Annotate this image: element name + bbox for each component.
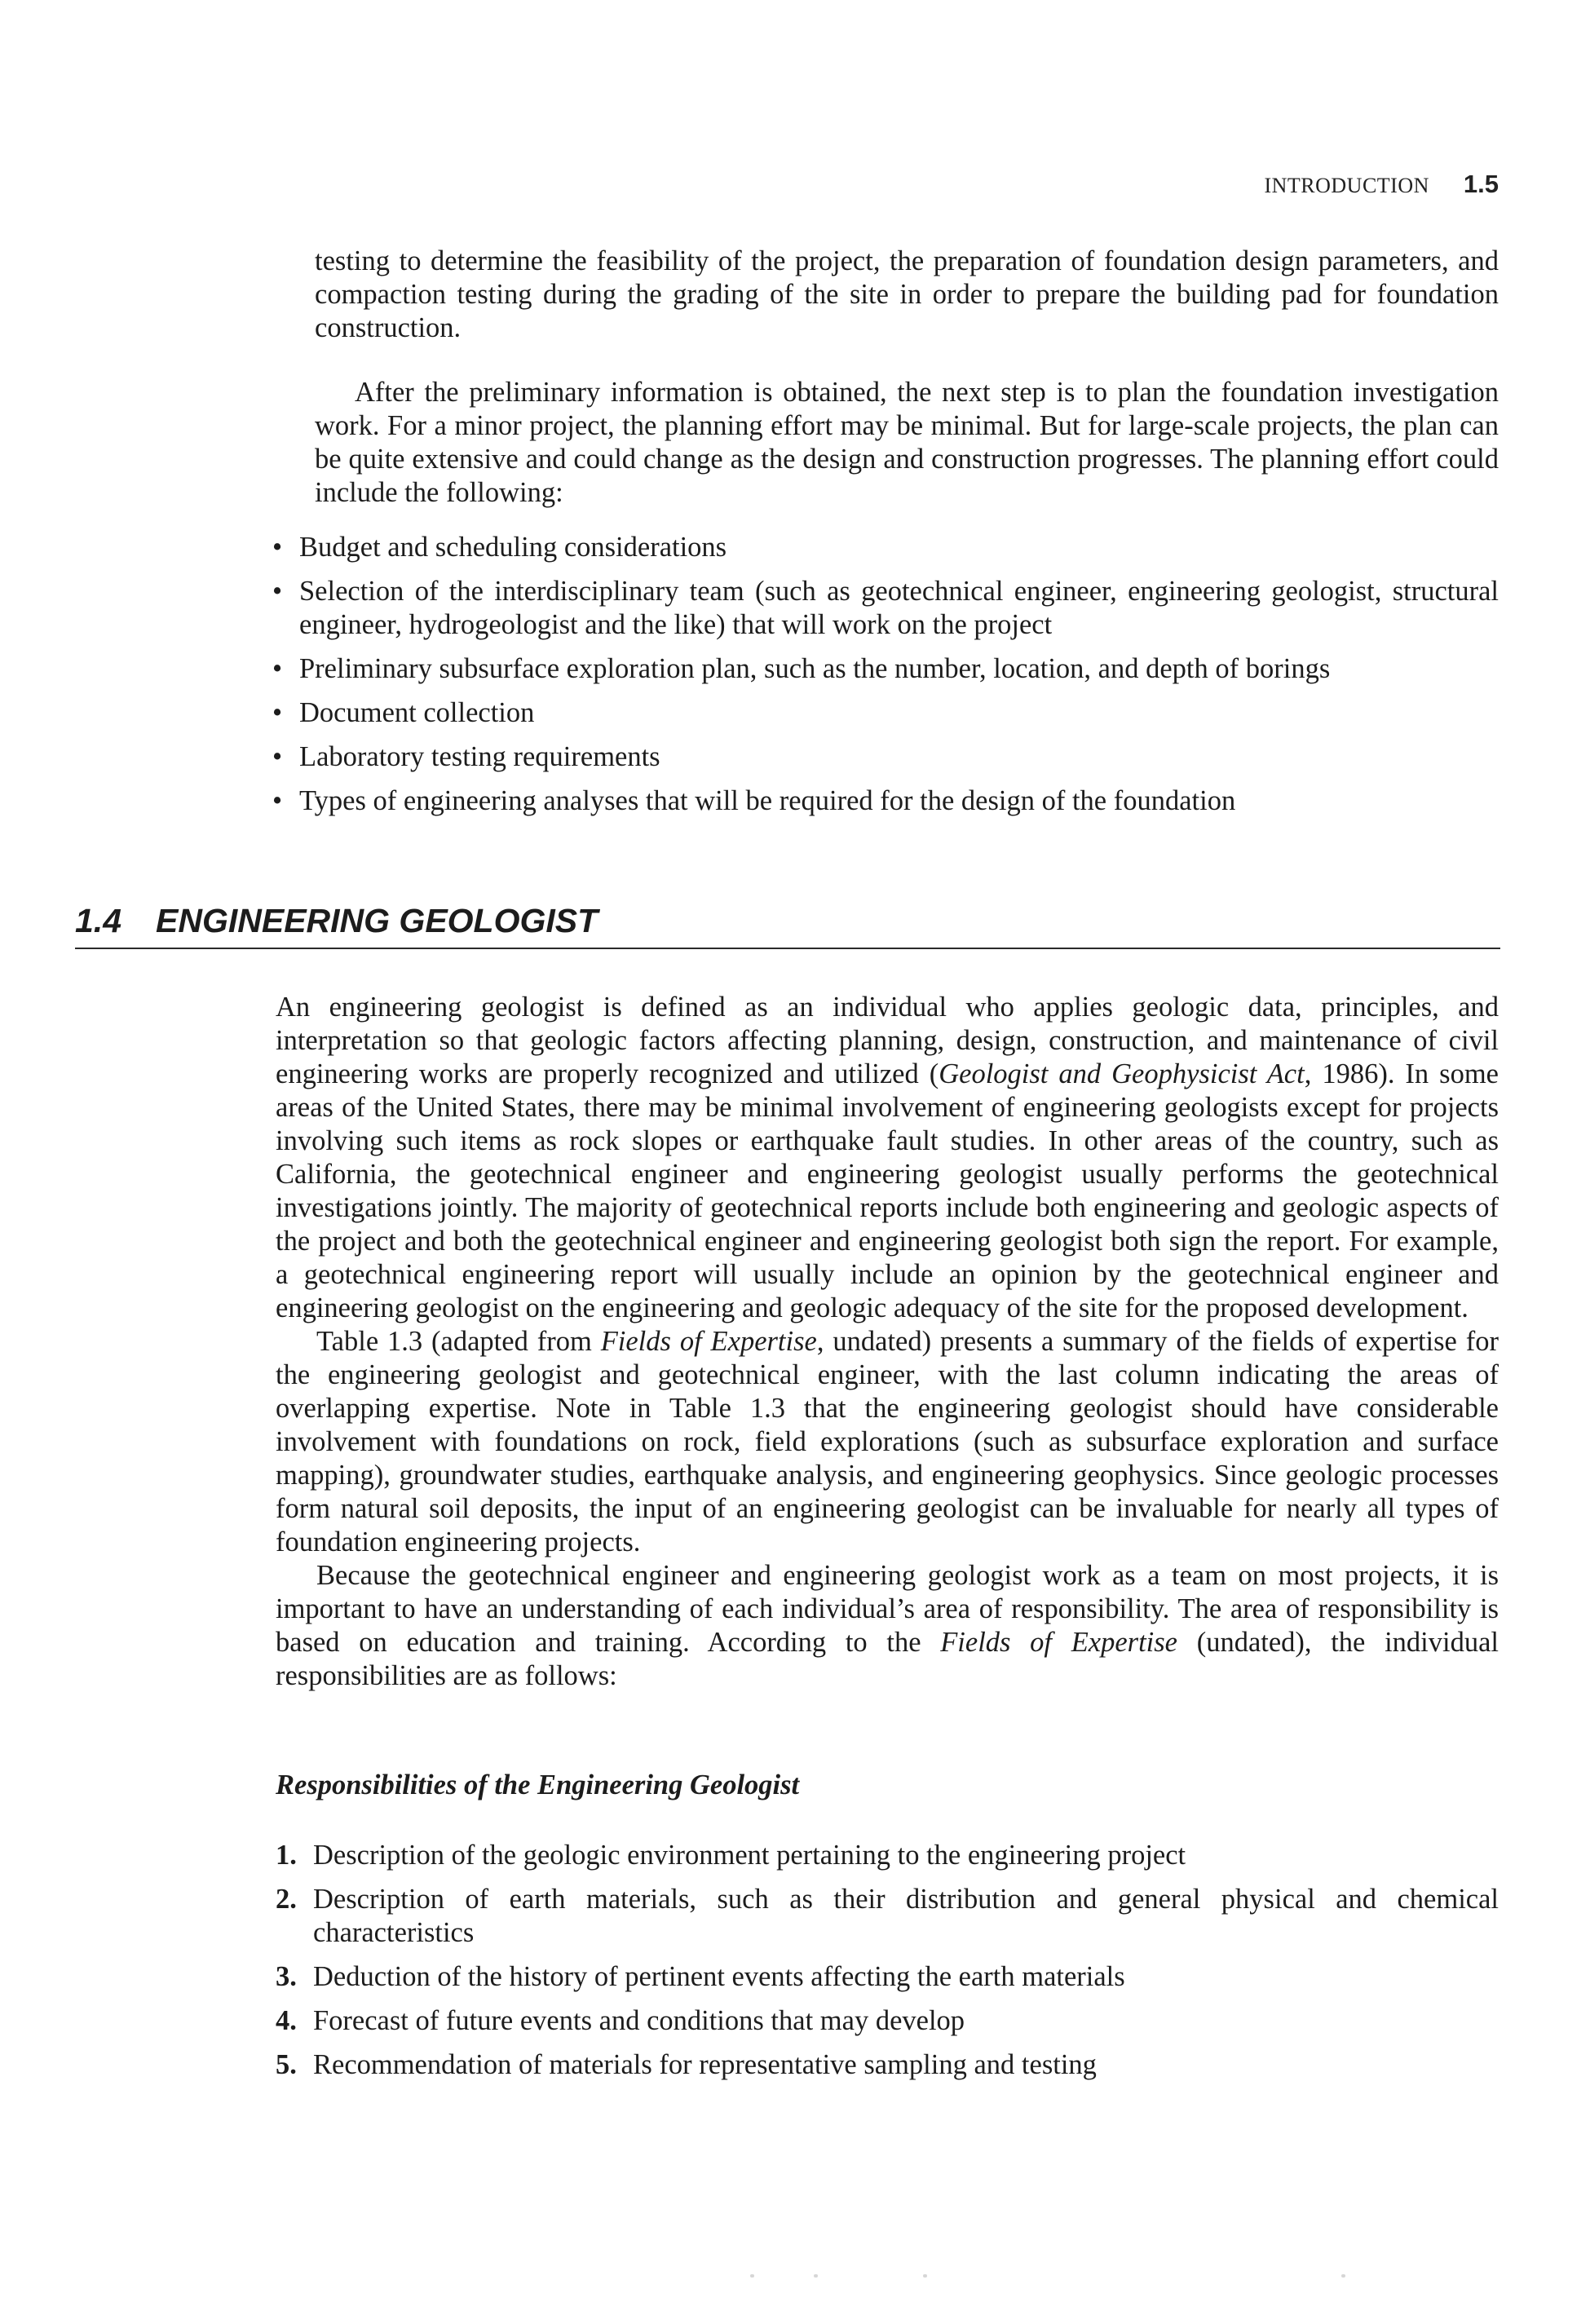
- paragraph-text: (undated), the individual responsibilities are as follows:: [276, 1627, 1499, 1691]
- bullet-icon: •: [272, 653, 283, 684]
- running-header-section-name: INTRODUCTION: [1264, 174, 1429, 197]
- item-text: Description of earth materials, such as their distribution and general physical and chemical characteristics: [313, 1884, 1499, 1948]
- bullet-icon: •: [272, 576, 283, 607]
- bullet-text: Preliminary subsurface exploration plan, such as the number, location, and depth of borings: [299, 653, 1331, 684]
- paragraph-text: Table 1.3 (adapted from: [316, 1326, 601, 1357]
- list-item: [276, 1960, 1499, 1994]
- item-text: Deduction of the history of pertinent events affecting the earth materials: [313, 1961, 1125, 1992]
- list-item: [276, 1883, 1499, 1950]
- list-item: [276, 2048, 1499, 2082]
- bullet-icon: •: [272, 697, 283, 728]
- definition-paragraph: [276, 991, 1499, 1325]
- bullet-text: Types of engineering analyses that will be required for the design of the foundation: [299, 785, 1236, 816]
- item-number: 2.: [276, 1884, 297, 1915]
- bullet-text: Document collection: [299, 697, 535, 728]
- paragraph-text: , undated) presents a summary of the fields of expertise for the engineering geologist and geotechnical engineer, with the last column indicating the areas of overlapping expertise. Note in Table 1.3 that the engineering geologist should have considerable involvement with foundations on rock, field explorations (such as subsurface exploration and surface mapping), groundwater studies, earthquake analysis, and engineering geophysics. Since geologic processes form natural soil deposits, the input of an engineering geologist can be invaluable for nearly all types of foundation engineering projects.: [276, 1326, 1499, 1557]
- bullet-icon: •: [272, 741, 283, 772]
- section-title: ENGINEERING GEOLOGIST: [156, 902, 598, 939]
- bullet-icon: •: [272, 785, 283, 816]
- scan-dot: [750, 2274, 754, 2278]
- bullet-item: [269, 740, 1499, 774]
- list-item: [276, 2004, 1499, 2038]
- bullet-item: [269, 652, 1499, 686]
- running-header: [1264, 170, 1499, 199]
- bullet-item: [269, 784, 1499, 818]
- item-text: Recommendation of materials for representative sampling and testing: [313, 2049, 1097, 2080]
- item-text: Forecast of future events and conditions that may develop: [313, 2005, 965, 2036]
- bullet-text: Selection of the interdisciplinary team (such as geotechnical engineer, engineering geologist, structural engineer, hydrogeologist and the like) that will work on the project: [299, 576, 1499, 640]
- item-number: 3.: [276, 1961, 297, 1992]
- responsibility-paragraph: [276, 1559, 1499, 1693]
- citation-italic: Fields of Expertise: [940, 1627, 1177, 1658]
- continuation-paragraph: testing to determine the feasibility of the project, the preparation of foundation design parameters, and compaction testing during the grading of the site in order to prepare the building pad for foundation construction.: [315, 245, 1499, 343]
- table-summary-paragraph: [276, 1325, 1499, 1559]
- bullet-item: [269, 696, 1499, 730]
- bullet-text: Laboratory testing requirements: [299, 741, 660, 772]
- list-item: [276, 1839, 1499, 1872]
- bullet-item: [269, 531, 1499, 564]
- section-number: 1.4: [75, 902, 121, 939]
- planning-bullet-list: [269, 531, 1499, 828]
- paragraph-text: , 1986). In some areas of the United States, there may be minimal involvement of engineering geologists except for projects involving such items as rock slopes or earthquake fault studies. In other areas of the country, such as California, the geotechnical engineer and engineering geologist usually performs the geotechnical investigations jointly. The majority of geotechnical reports include both engineering and geologic aspects of the project and both the geotechnical engineer and engineering geologist both sign the report. For example, a geotechnical engineering report will usually include an opinion by the geotechnical engineer and engineering geologist on the engineering and geologic adequacy of the site for the proposed development.: [276, 1058, 1499, 1323]
- planning-paragraph: After the preliminary information is obtained, the next step is to plan the foundation investigation work. For a minor project, the planning effort may be minimal. But for large-scale projects, the plan can be quite extensive and could change as the design and construction progresses. The planning effort could include the following:: [315, 377, 1499, 508]
- section-heading: [75, 902, 1500, 949]
- item-number: 4.: [276, 2005, 297, 2036]
- scan-dot: [1341, 2274, 1345, 2278]
- item-text: Description of the geologic environment pertaining to the engineering project: [313, 1840, 1186, 1871]
- section-text-block: [276, 991, 1499, 1693]
- citation-italic: Geologist and Geophysicist Act: [939, 1058, 1305, 1089]
- bullet-item: [269, 575, 1499, 642]
- paragraph-text: An engineering geologist is defined as an individual who applies geologic data, principles, and interpretation so that geologic factors affecting planning, design, construction, and maintenance of civil engineering works are properly recognized and utilized (: [276, 992, 1499, 1089]
- item-number: 1.: [276, 1840, 297, 1871]
- scan-dot: [814, 2274, 818, 2278]
- bullet-text: Budget and scheduling considerations: [299, 532, 727, 563]
- responsibilities-list: [276, 1839, 1499, 2092]
- page-number: 1.5: [1463, 170, 1499, 198]
- scan-dot: [923, 2274, 927, 2278]
- bullet-icon: •: [272, 532, 283, 563]
- citation-italic: Fields of Expertise: [600, 1326, 817, 1357]
- intro-text-block: [315, 245, 1499, 510]
- responsibilities-heading: Responsibilities of the Engineering Geologist: [276, 1770, 800, 1800]
- paragraph-text: Because the geotechnical engineer and engineering geologist work as a team on most projects, it is important to have an understanding of each individual’s area of responsibility. The area of responsibility is based on education and training. According to the: [276, 1560, 1499, 1658]
- item-number: 5.: [276, 2049, 297, 2080]
- scan-artifacts: [734, 2274, 1354, 2279]
